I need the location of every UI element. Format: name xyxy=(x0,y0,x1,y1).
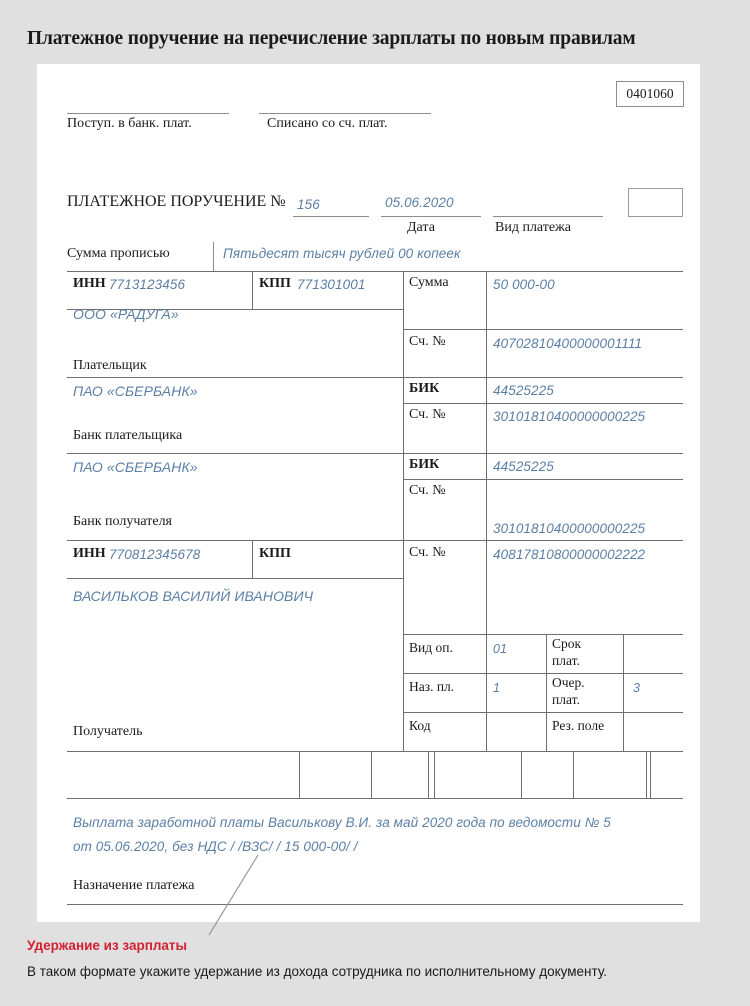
queue-value[interactable]: 3 xyxy=(633,681,640,695)
payee-name[interactable]: ВАСИЛЬКОВ ВАСИЛИЙ ИВАНОВИЧ xyxy=(73,588,314,604)
payee-bank-bik-label: БИК xyxy=(409,457,440,472)
payer-bank-bik-value[interactable]: 44525225 xyxy=(493,383,554,398)
strip-divider-3 xyxy=(428,751,429,798)
payer-bank-bik-bottom xyxy=(403,403,683,404)
debited-rule xyxy=(259,113,431,114)
purpose-code-value[interactable]: 1 xyxy=(493,681,500,695)
payer-account-value[interactable]: 40702810400000001111 xyxy=(493,336,643,351)
order-title: ПЛАТЕЖНОЕ ПОРУЧЕНИЕ № xyxy=(67,193,286,210)
op-type-value[interactable]: 01 xyxy=(493,642,507,656)
order-number-value[interactable]: 156 xyxy=(297,197,320,212)
order-number-rule xyxy=(293,216,369,217)
purpose-line-1[interactable]: Выплата заработной платы Василькову В.И. за май 2020 года по ведомости № 5 xyxy=(73,815,611,830)
op-grid-divider-mid xyxy=(546,634,547,751)
payee-bank-account-value[interactable]: 30101810400000000225 xyxy=(493,521,646,536)
form-code-box: 0401060 xyxy=(616,81,684,107)
amount-value[interactable]: 50 000-00 xyxy=(493,277,555,292)
purpose-bottom-border xyxy=(67,904,683,905)
strip-divider-6 xyxy=(573,751,574,798)
op-grid-divider-right xyxy=(623,634,624,751)
purpose-code-label: Наз. пл. xyxy=(409,679,455,694)
receipt-label: Поступ. в банк. плат. xyxy=(67,116,192,131)
purpose-caption: Назначение платежа xyxy=(73,878,195,893)
op-grid-top xyxy=(403,634,683,635)
code-label: Код xyxy=(409,718,431,733)
payee-bank-caption: Банк получателя xyxy=(73,514,172,529)
debited-label: Списано со сч. плат. xyxy=(267,116,388,131)
date-label: Дата xyxy=(407,220,435,235)
payer-bank-block-bottom xyxy=(67,453,683,454)
payer-bank-account-label: Сч. № xyxy=(409,407,446,422)
payee-inn-row-bottom xyxy=(67,578,403,579)
strip-divider-7 xyxy=(646,751,647,798)
term-label-line1: Срок xyxy=(552,636,582,651)
payer-caption: Плательщик xyxy=(73,358,147,373)
payment-kind-box[interactable] xyxy=(628,188,683,217)
payer-inn-value[interactable]: 7713123456 xyxy=(109,277,186,292)
page-title: Платежное поручение на перечисление зарплаты по новым правилам xyxy=(27,28,636,49)
table-col-divider-main xyxy=(403,271,404,751)
payer-bank-account-value[interactable]: 30101810400000000225 xyxy=(493,409,646,424)
inn-kpp-divider xyxy=(252,271,253,309)
strip-bottom-border xyxy=(67,798,683,799)
amount-words-value[interactable]: Пятьдесят тысяч рублей 00 копеек xyxy=(223,246,461,261)
payee-kpp-label: КПП xyxy=(259,546,291,561)
amount-words-label: Сумма прописью xyxy=(67,246,170,261)
payee-account-value[interactable]: 40817810800000002222 xyxy=(493,547,646,562)
payee-bank-bik-value[interactable]: 44525225 xyxy=(493,459,554,474)
strip-divider-8 xyxy=(650,751,651,798)
payee-bank-account-label: Сч. № xyxy=(409,483,446,498)
op-grid-row1-bottom xyxy=(403,673,683,674)
payer-inn-label: ИНН xyxy=(73,276,106,291)
strip-top-border xyxy=(67,751,683,752)
payee-inn-label: ИНН xyxy=(73,546,106,561)
payer-kpp-value[interactable]: 771301001 xyxy=(297,277,366,292)
table-top-border xyxy=(67,271,683,272)
op-grid-row2-bottom xyxy=(403,712,683,713)
payee-bank-bik-bottom xyxy=(403,479,683,480)
payer-bank-name[interactable]: ПАО «СБЕРБАНК» xyxy=(73,383,198,399)
reserve-label: Рез. поле xyxy=(552,718,605,733)
annotation-body: В таком формате укажите удержание из дохода сотрудника по исполнительному документу. xyxy=(27,964,607,979)
payer-account-label: Сч. № xyxy=(409,334,446,349)
date-value[interactable]: 05.06.2020 xyxy=(385,195,454,210)
annotation-title: Удержание из зарплаты xyxy=(27,938,188,953)
amount-words-divider xyxy=(213,242,214,272)
strip-divider-4 xyxy=(434,751,435,798)
payee-inn-kpp-divider xyxy=(252,540,253,578)
payee-account-label: Сч. № xyxy=(409,545,446,560)
amount-row-bottom xyxy=(403,329,683,330)
payee-inn-value[interactable]: 770812345678 xyxy=(109,547,201,562)
strip-divider-1 xyxy=(299,751,300,798)
payee-bank-block-bottom xyxy=(67,540,683,541)
strip-divider-5 xyxy=(521,751,522,798)
queue-label-line2: плат. xyxy=(552,692,580,707)
payer-block-bottom xyxy=(67,377,683,378)
receipt-rule xyxy=(67,113,229,114)
payer-bank-caption: Банк плательщика xyxy=(73,428,183,443)
payment-kind-label: Вид платежа xyxy=(495,220,572,235)
op-type-label: Вид оп. xyxy=(409,640,453,655)
amount-label: Сумма xyxy=(409,275,449,290)
strip-divider-2 xyxy=(371,751,372,798)
payee-bank-name[interactable]: ПАО «СБЕРБАНК» xyxy=(73,459,198,475)
payee-caption: Получатель xyxy=(73,724,143,739)
table-col-divider-values xyxy=(486,271,487,751)
purpose-line-2[interactable]: от 05.06.2020, без НДС / /ВЗС/ / 15 000-00/ / xyxy=(73,839,358,854)
queue-label-line1: Очер. xyxy=(552,675,585,690)
term-label-line2: плат. xyxy=(552,653,580,668)
payment-kind-rule xyxy=(493,216,603,217)
payer-name[interactable]: ООО «РАДУГА» xyxy=(73,306,179,322)
payer-kpp-label: КПП xyxy=(259,276,291,291)
payment-order-form xyxy=(37,64,700,922)
date-rule xyxy=(381,216,481,217)
payer-bank-bik-label: БИК xyxy=(409,381,440,396)
